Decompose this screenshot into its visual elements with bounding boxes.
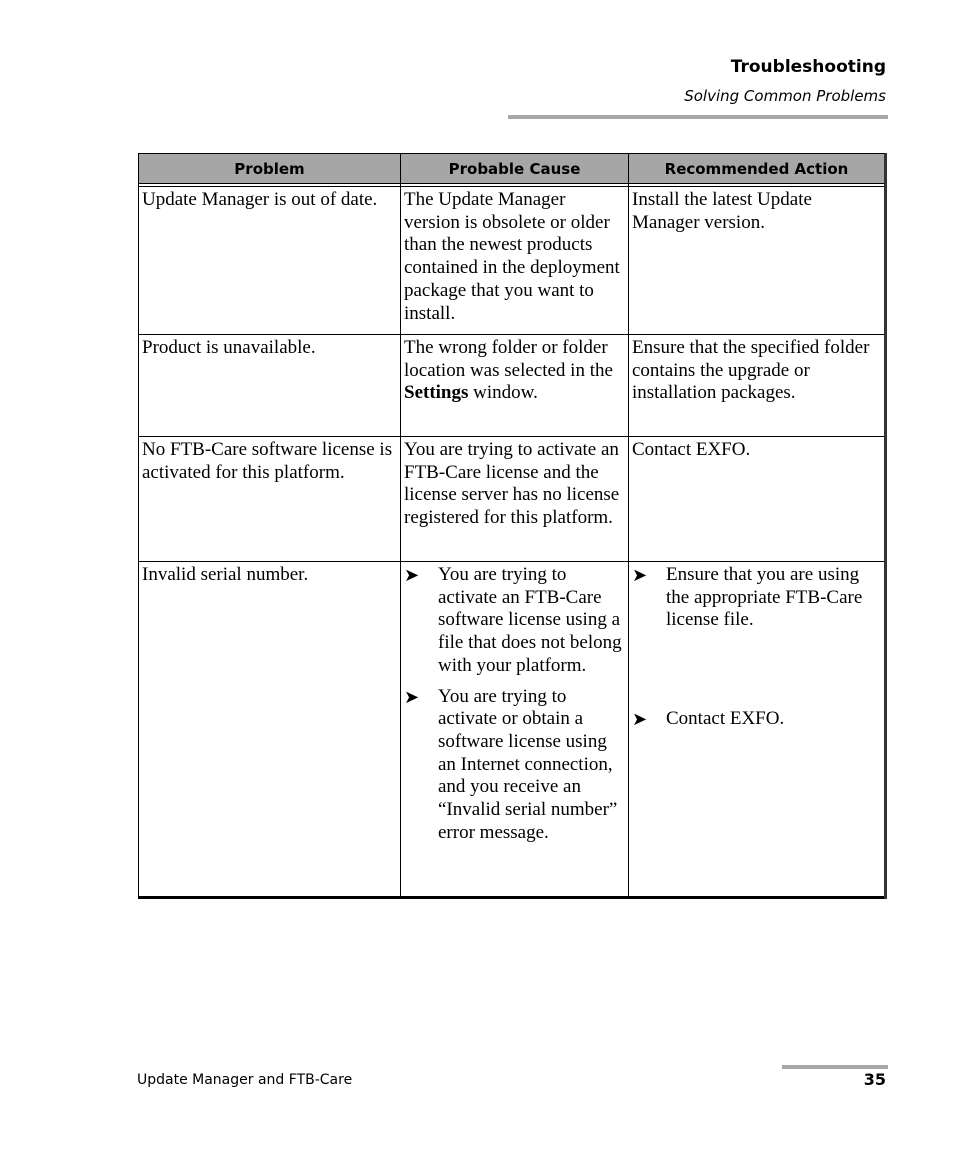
cause-bullet bbox=[404, 686, 625, 845]
cause-text: The wrong folder or folder location was selected in the bbox=[404, 337, 613, 381]
cause-cell bbox=[401, 335, 629, 437]
problem-cell: Update Manager is out of date. bbox=[139, 187, 401, 335]
problem-cell: No FTB-Care software license is activated for this platform. bbox=[139, 437, 401, 562]
arrow-bullet-icon: ➤ bbox=[632, 565, 648, 585]
cause-cell: The Update Manager version is obsolete or older than the newest products contained in the deployment package that you want to install. bbox=[401, 187, 629, 335]
section-subtitle: Solving Common Problems bbox=[684, 87, 886, 105]
problem-cell: Invalid serial number. bbox=[139, 562, 401, 898]
troubleshooting-table bbox=[138, 153, 887, 899]
action-bullet bbox=[632, 708, 881, 731]
column-header-problem: Problem bbox=[139, 154, 401, 184]
column-header-action: Recommended Action bbox=[629, 154, 886, 184]
table-header-row bbox=[139, 154, 886, 184]
page-number: 35 bbox=[863, 1070, 886, 1089]
arrow-bullet-icon: ➤ bbox=[404, 686, 420, 707]
table-row bbox=[139, 335, 886, 437]
bullet-text: Ensure that you are using the appropriate FTB-Care license file. bbox=[666, 564, 863, 631]
header-rule bbox=[508, 115, 888, 119]
action-cell bbox=[629, 562, 886, 898]
action-bullet bbox=[632, 564, 881, 632]
cause-bullet bbox=[404, 564, 625, 678]
action-cell: Install the latest Update Manager version. bbox=[629, 187, 886, 335]
bullet-text: Contact EXFO. bbox=[666, 708, 785, 730]
table-row bbox=[139, 562, 886, 898]
arrow-bullet-icon: ➤ bbox=[404, 565, 420, 585]
table-row bbox=[139, 187, 886, 335]
table-row bbox=[139, 437, 886, 562]
arrow-bullet-icon: ➤ bbox=[632, 709, 648, 730]
cause-cell bbox=[401, 562, 629, 898]
problem-cell: Product is unavailable. bbox=[139, 335, 401, 437]
bullet-text: You are trying to activate an FTB-Care software license using a file that does not belong with your platform. bbox=[438, 564, 622, 676]
column-header-cause: Probable Cause bbox=[401, 154, 629, 184]
footer-document-title: Update Manager and FTB-Care bbox=[137, 1072, 353, 1088]
action-cell: Ensure that the specified folder contains the upgrade or installation packages. bbox=[629, 335, 886, 437]
settings-emphasis: Settings bbox=[404, 382, 469, 404]
cause-text: window. bbox=[468, 382, 538, 404]
section-title: Troubleshooting bbox=[730, 57, 886, 77]
bullet-text: You are trying to activate or obtain a software license using an Internet connection, and you receive an “Invalid serial number” error message. bbox=[438, 685, 618, 843]
action-cell: Contact EXFO. bbox=[629, 437, 886, 562]
cause-cell: You are trying to activate an FTB-Care license and the license server has no license registered for this platform. bbox=[401, 437, 629, 562]
footer-rule bbox=[782, 1065, 888, 1069]
